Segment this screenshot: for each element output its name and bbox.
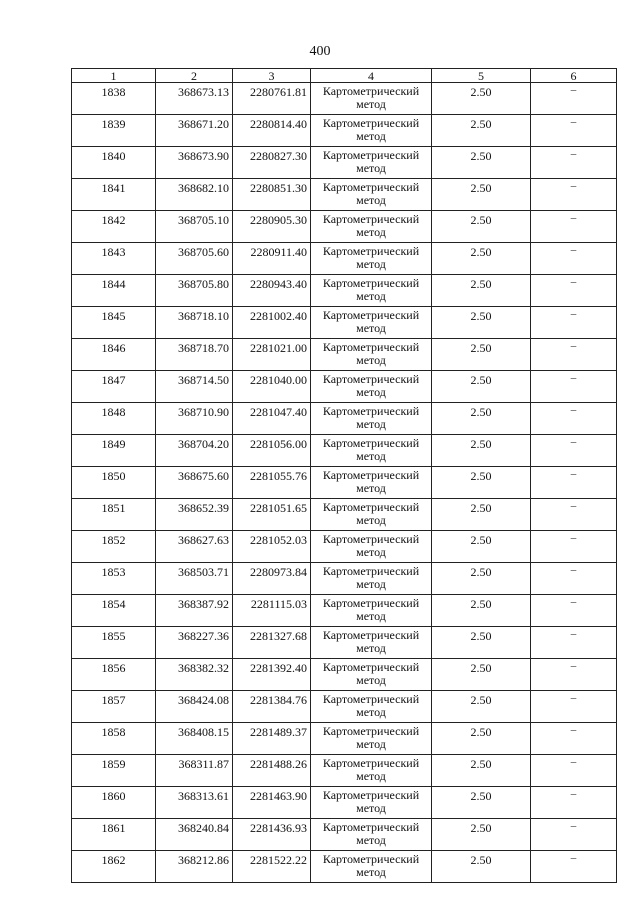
method-text: Картометрический xyxy=(322,532,420,546)
note-value: – xyxy=(531,435,617,467)
accuracy-value: 2.50 xyxy=(432,211,531,243)
coordinate-y: 2281002.40 xyxy=(233,307,311,339)
coordinate-y: 2280761.81 xyxy=(233,83,311,115)
table-row xyxy=(72,115,617,147)
column-header-2: 2 xyxy=(156,69,233,83)
method-text-continued: метод xyxy=(356,609,386,623)
coordinate-x: 368718.70 xyxy=(156,339,233,371)
method-text-continued: метод xyxy=(356,321,386,335)
table-row xyxy=(72,243,617,275)
table-row xyxy=(72,819,617,851)
method-text-continued: метод xyxy=(356,481,386,495)
method-cell xyxy=(311,339,432,371)
table-row xyxy=(72,307,617,339)
method-text: Картометрический xyxy=(322,372,420,386)
method-text: Картометрический xyxy=(322,212,420,226)
note-value: – xyxy=(531,787,617,819)
point-number: 1855 xyxy=(72,627,156,659)
note-value: – xyxy=(531,403,617,435)
accuracy-value: 2.50 xyxy=(432,499,531,531)
point-number: 1851 xyxy=(72,499,156,531)
coordinate-x: 368714.50 xyxy=(156,371,233,403)
point-number: 1839 xyxy=(72,115,156,147)
method-cell xyxy=(311,723,432,755)
point-number: 1856 xyxy=(72,659,156,691)
table-row xyxy=(72,275,617,307)
coordinate-y: 2281052.03 xyxy=(233,531,311,563)
method-text-continued: метод xyxy=(356,577,386,591)
method-text: Картометрический xyxy=(322,788,420,802)
point-number: 1842 xyxy=(72,211,156,243)
note-value: – xyxy=(531,755,617,787)
coordinate-x: 368710.90 xyxy=(156,403,233,435)
method-text: Картометрический xyxy=(322,852,420,866)
table-row xyxy=(72,563,617,595)
point-number: 1841 xyxy=(72,179,156,211)
point-number: 1849 xyxy=(72,435,156,467)
point-number: 1862 xyxy=(72,851,156,883)
accuracy-value: 2.50 xyxy=(432,691,531,723)
method-cell xyxy=(311,211,432,243)
note-value: – xyxy=(531,467,617,499)
method-text: Картометрический xyxy=(322,628,420,642)
method-text-continued: метод xyxy=(356,673,386,687)
method-text-continued: метод xyxy=(356,705,386,719)
coordinate-x: 368705.60 xyxy=(156,243,233,275)
method-text: Картометрический xyxy=(322,692,420,706)
coordinate-x: 368212.86 xyxy=(156,851,233,883)
coordinate-x: 368227.36 xyxy=(156,627,233,659)
method-cell xyxy=(311,147,432,179)
table-header-row xyxy=(72,69,617,83)
column-header-4: 4 xyxy=(311,69,432,83)
accuracy-value: 2.50 xyxy=(432,307,531,339)
coordinate-y: 2280827.30 xyxy=(233,147,311,179)
coordinate-x: 368503.71 xyxy=(156,563,233,595)
coordinate-x: 368705.10 xyxy=(156,211,233,243)
method-text: Картометрический xyxy=(322,468,420,482)
accuracy-value: 2.50 xyxy=(432,659,531,691)
note-value: – xyxy=(531,179,617,211)
accuracy-value: 2.50 xyxy=(432,435,531,467)
note-value: – xyxy=(531,659,617,691)
coordinates-table xyxy=(71,68,617,883)
method-text-continued: метод xyxy=(356,865,386,879)
point-number: 1838 xyxy=(72,83,156,115)
method-text: Картометрический xyxy=(322,244,420,258)
method-cell xyxy=(311,467,432,499)
coordinate-x: 368718.10 xyxy=(156,307,233,339)
accuracy-value: 2.50 xyxy=(432,115,531,147)
method-cell xyxy=(311,691,432,723)
table-row xyxy=(72,179,617,211)
method-text: Картометрический xyxy=(322,724,420,738)
coordinate-y: 2281392.40 xyxy=(233,659,311,691)
method-cell xyxy=(311,531,432,563)
method-cell xyxy=(311,659,432,691)
method-cell xyxy=(311,595,432,627)
coordinate-x: 368682.10 xyxy=(156,179,233,211)
coordinate-x: 368313.61 xyxy=(156,787,233,819)
method-text-continued: метод xyxy=(356,449,386,463)
method-text-continued: метод xyxy=(356,97,386,111)
point-number: 1846 xyxy=(72,339,156,371)
coordinate-y: 2281021.00 xyxy=(233,339,311,371)
method-cell xyxy=(311,499,432,531)
method-text: Картометрический xyxy=(322,436,420,450)
accuracy-value: 2.50 xyxy=(432,467,531,499)
coordinate-x: 368240.84 xyxy=(156,819,233,851)
coordinate-y: 2281056.00 xyxy=(233,435,311,467)
method-text: Картометрический xyxy=(322,756,420,770)
coordinate-x: 368424.08 xyxy=(156,691,233,723)
note-value: – xyxy=(531,819,617,851)
method-text: Картометрический xyxy=(322,500,420,514)
note-value: – xyxy=(531,595,617,627)
column-header-3: 3 xyxy=(233,69,311,83)
method-text-continued: метод xyxy=(356,257,386,271)
method-text: Картометрический xyxy=(322,340,420,354)
table-row xyxy=(72,531,617,563)
method-text-continued: метод xyxy=(356,193,386,207)
coordinate-x: 368627.63 xyxy=(156,531,233,563)
method-cell xyxy=(311,755,432,787)
note-value: – xyxy=(531,339,617,371)
method-text: Картометрический xyxy=(322,820,420,834)
note-value: – xyxy=(531,115,617,147)
method-text: Картометрический xyxy=(322,148,420,162)
accuracy-value: 2.50 xyxy=(432,787,531,819)
method-text: Картометрический xyxy=(322,308,420,322)
note-value: – xyxy=(531,307,617,339)
note-value: – xyxy=(531,371,617,403)
method-text: Картометрический xyxy=(322,564,420,578)
method-text-continued: метод xyxy=(356,641,386,655)
table-row xyxy=(72,851,617,883)
method-cell xyxy=(311,179,432,211)
point-number: 1847 xyxy=(72,371,156,403)
accuracy-value: 2.50 xyxy=(432,147,531,179)
coordinate-y: 2280911.40 xyxy=(233,243,311,275)
table-body xyxy=(72,83,617,883)
coordinate-y: 2281040.00 xyxy=(233,371,311,403)
method-text-continued: метод xyxy=(356,385,386,399)
point-number: 1861 xyxy=(72,819,156,851)
point-number: 1852 xyxy=(72,531,156,563)
table-row xyxy=(72,691,617,723)
accuracy-value: 2.50 xyxy=(432,627,531,659)
method-text-continued: метод xyxy=(356,353,386,367)
coordinate-x: 368705.80 xyxy=(156,275,233,307)
method-text: Картометрический xyxy=(322,84,420,98)
method-text-continued: метод xyxy=(356,289,386,303)
coordinate-x: 368387.92 xyxy=(156,595,233,627)
point-number: 1843 xyxy=(72,243,156,275)
coordinate-y: 2281115.03 xyxy=(233,595,311,627)
method-text-continued: метод xyxy=(356,833,386,847)
note-value: – xyxy=(531,723,617,755)
table-row xyxy=(72,755,617,787)
accuracy-value: 2.50 xyxy=(432,243,531,275)
point-number: 1848 xyxy=(72,403,156,435)
table-row xyxy=(72,83,617,115)
accuracy-value: 2.50 xyxy=(432,595,531,627)
accuracy-value: 2.50 xyxy=(432,371,531,403)
accuracy-value: 2.50 xyxy=(432,83,531,115)
method-text-continued: метод xyxy=(356,161,386,175)
method-text-continued: метод xyxy=(356,225,386,239)
point-number: 1840 xyxy=(72,147,156,179)
table-row xyxy=(72,403,617,435)
method-cell xyxy=(311,787,432,819)
coordinate-x: 368408.15 xyxy=(156,723,233,755)
method-text: Картометрический xyxy=(322,180,420,194)
coordinate-x: 368382.32 xyxy=(156,659,233,691)
coordinate-y: 2281051.65 xyxy=(233,499,311,531)
note-value: – xyxy=(531,851,617,883)
method-text-continued: метод xyxy=(356,129,386,143)
note-value: – xyxy=(531,243,617,275)
coordinate-y: 2280973.84 xyxy=(233,563,311,595)
method-cell xyxy=(311,851,432,883)
coordinate-y: 2280943.40 xyxy=(233,275,311,307)
page-number: 400 xyxy=(309,44,331,59)
point-number: 1857 xyxy=(72,691,156,723)
table-row xyxy=(72,435,617,467)
table-row xyxy=(72,371,617,403)
note-value: – xyxy=(531,211,617,243)
table-row xyxy=(72,211,617,243)
method-cell xyxy=(311,243,432,275)
method-cell xyxy=(311,435,432,467)
note-value: – xyxy=(531,563,617,595)
method-cell xyxy=(311,83,432,115)
point-number: 1859 xyxy=(72,755,156,787)
point-number: 1853 xyxy=(72,563,156,595)
coordinate-x: 368673.13 xyxy=(156,83,233,115)
method-cell xyxy=(311,115,432,147)
coordinate-y: 2280851.30 xyxy=(233,179,311,211)
accuracy-value: 2.50 xyxy=(432,531,531,563)
table-row xyxy=(72,467,617,499)
point-number: 1845 xyxy=(72,307,156,339)
method-text: Картометрический xyxy=(322,660,420,674)
method-text: Картометрический xyxy=(322,276,420,290)
note-value: – xyxy=(531,627,617,659)
method-cell xyxy=(311,371,432,403)
method-cell xyxy=(311,819,432,851)
note-value: – xyxy=(531,691,617,723)
note-value: – xyxy=(531,531,617,563)
column-header-1: 1 xyxy=(72,69,156,83)
column-header-5: 5 xyxy=(432,69,531,83)
accuracy-value: 2.50 xyxy=(432,851,531,883)
accuracy-value: 2.50 xyxy=(432,179,531,211)
coordinate-y: 2281327.68 xyxy=(233,627,311,659)
point-number: 1858 xyxy=(72,723,156,755)
point-number: 1844 xyxy=(72,275,156,307)
point-number: 1854 xyxy=(72,595,156,627)
coordinate-y: 2281489.37 xyxy=(233,723,311,755)
coordinate-y: 2280814.40 xyxy=(233,115,311,147)
coordinate-x: 368652.39 xyxy=(156,499,233,531)
table-row xyxy=(72,595,617,627)
table-row xyxy=(72,723,617,755)
coordinate-y: 2281488.26 xyxy=(233,755,311,787)
coordinate-y: 2280905.30 xyxy=(233,211,311,243)
coordinate-y: 2281463.90 xyxy=(233,787,311,819)
method-cell xyxy=(311,403,432,435)
method-text-continued: метод xyxy=(356,545,386,559)
note-value: – xyxy=(531,499,617,531)
accuracy-value: 2.50 xyxy=(432,819,531,851)
table-row xyxy=(72,627,617,659)
accuracy-value: 2.50 xyxy=(432,723,531,755)
column-header-6: 6 xyxy=(531,69,617,83)
accuracy-value: 2.50 xyxy=(432,563,531,595)
method-text: Картометрический xyxy=(322,116,420,130)
method-text-continued: метод xyxy=(356,769,386,783)
coordinate-y: 2281047.40 xyxy=(233,403,311,435)
coordinate-x: 368671.20 xyxy=(156,115,233,147)
coordinate-x: 368673.90 xyxy=(156,147,233,179)
accuracy-value: 2.50 xyxy=(432,403,531,435)
method-text-continued: метод xyxy=(356,417,386,431)
coordinate-y: 2281384.76 xyxy=(233,691,311,723)
method-text: Картометрический xyxy=(322,404,420,418)
note-value: – xyxy=(531,83,617,115)
method-cell xyxy=(311,563,432,595)
note-value: – xyxy=(531,275,617,307)
method-cell xyxy=(311,627,432,659)
method-text-continued: метод xyxy=(356,737,386,751)
coordinate-x: 368704.20 xyxy=(156,435,233,467)
coordinate-x: 368311.87 xyxy=(156,755,233,787)
table-row xyxy=(72,659,617,691)
coordinate-y: 2281436.93 xyxy=(233,819,311,851)
table-row xyxy=(72,339,617,371)
accuracy-value: 2.50 xyxy=(432,339,531,371)
method-text-continued: метод xyxy=(356,801,386,815)
table-row xyxy=(72,147,617,179)
method-cell xyxy=(311,307,432,339)
table-row xyxy=(72,499,617,531)
point-number: 1860 xyxy=(72,787,156,819)
coordinate-y: 2281522.22 xyxy=(233,851,311,883)
method-text-continued: метод xyxy=(356,513,386,527)
method-text: Картометрический xyxy=(322,596,420,610)
coordinate-x: 368675.60 xyxy=(156,467,233,499)
note-value: – xyxy=(531,147,617,179)
accuracy-value: 2.50 xyxy=(432,755,531,787)
coordinate-y: 2281055.76 xyxy=(233,467,311,499)
method-cell xyxy=(311,275,432,307)
accuracy-value: 2.50 xyxy=(432,275,531,307)
point-number: 1850 xyxy=(72,467,156,499)
table-row xyxy=(72,787,617,819)
